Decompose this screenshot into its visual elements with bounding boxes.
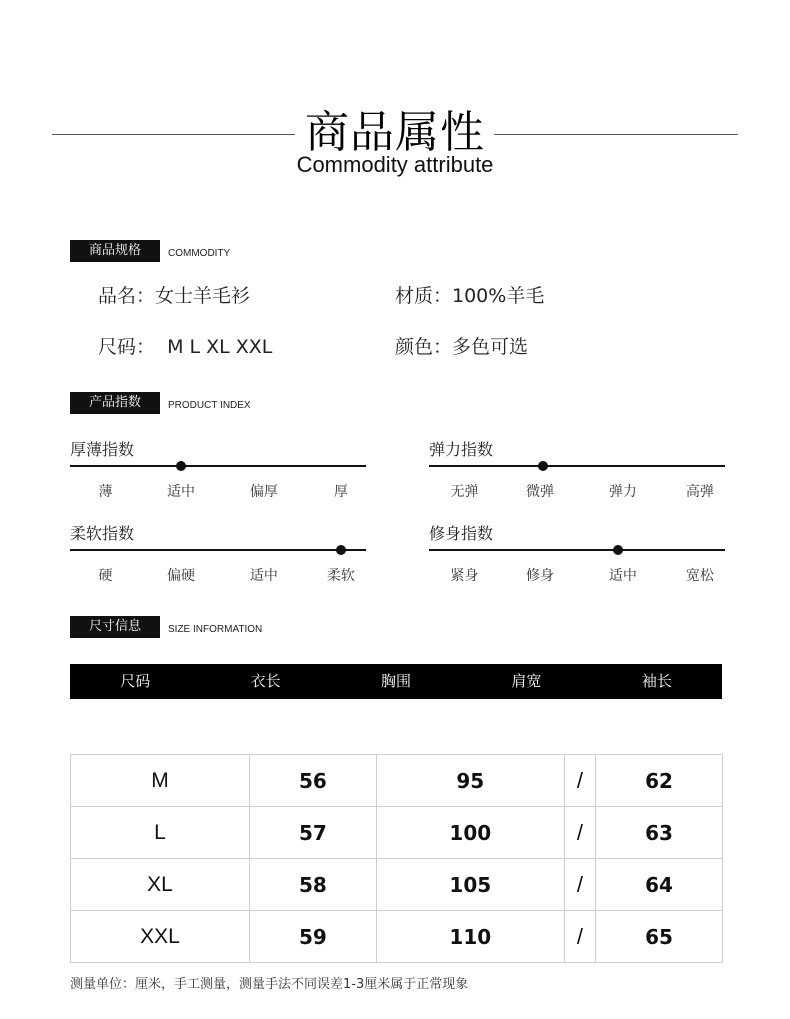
table-cell: 62 — [596, 755, 723, 807]
spec-size: 尺码： M L XL XXL — [98, 336, 273, 358]
commodity-tag: 商品规格 — [70, 240, 160, 262]
index-label: 适中 — [167, 484, 195, 500]
index-label: 柔软 — [326, 568, 355, 584]
measurement-note: 测量单位：厘米，手工测量，测量手法不同误差1-3厘米属于正常现象 — [70, 977, 469, 992]
size-header-bar — [70, 664, 722, 699]
size-header-cell: 胸围 — [381, 672, 412, 690]
table-row — [71, 807, 723, 859]
commodity-tag-en: COMMODITY — [168, 248, 231, 259]
index-label: 微弹 — [526, 484, 554, 500]
table-cell: / — [564, 859, 595, 911]
table-cell: / — [564, 911, 595, 963]
page-title: 商品属性 — [305, 107, 485, 158]
table-cell: 63 — [596, 807, 723, 859]
table-row — [71, 911, 723, 963]
index-label: 修身 — [526, 568, 554, 584]
index-marker — [176, 461, 186, 471]
size-header-cell: 尺码 — [120, 672, 151, 690]
spec-color: 颜色：多色可选 — [395, 336, 529, 358]
table-cell: 59 — [249, 911, 376, 963]
table-cell: XL — [71, 859, 250, 911]
page-subtitle: Commodity attribute — [296, 152, 494, 177]
index-label: 偏硬 — [167, 568, 195, 584]
table-cell: / — [564, 755, 595, 807]
index-label: 弹力 — [608, 484, 637, 500]
index-title: 厚薄指数 — [70, 440, 135, 459]
size-header-cell: 肩宽 — [511, 672, 542, 690]
index-label: 偏厚 — [249, 484, 278, 500]
index-label: 高弹 — [685, 484, 714, 500]
index-label: 紧身 — [450, 568, 479, 584]
index-marker — [538, 461, 548, 471]
product-index-tag-en: PRODUCT INDEX — [168, 400, 251, 411]
table-cell: L — [71, 807, 250, 859]
product-index-tag: 产品指数 — [70, 392, 160, 414]
index-label: 适中 — [249, 568, 278, 584]
table-row — [71, 755, 723, 807]
index-track — [70, 465, 366, 467]
size-info-tag-en: SIZE INFORMATION — [168, 624, 263, 635]
size-header-cell: 袖长 — [641, 672, 672, 690]
index-marker — [336, 545, 346, 555]
table-cell: 64 — [596, 859, 723, 911]
size-header-cell: 衣长 — [250, 672, 281, 690]
table-cell: 95 — [376, 755, 564, 807]
index-track — [70, 549, 366, 551]
index-title: 弹力指数 — [429, 440, 494, 459]
table-cell: M — [71, 755, 250, 807]
index-label: 薄 — [98, 484, 113, 500]
index-marker — [613, 545, 623, 555]
index-label: 厚 — [333, 484, 348, 500]
table-cell: 100 — [376, 807, 564, 859]
table-cell: XXL — [71, 911, 250, 963]
table-cell: 57 — [249, 807, 376, 859]
table-cell: 58 — [249, 859, 376, 911]
table-cell: / — [564, 807, 595, 859]
table-cell: 105 — [376, 859, 564, 911]
index-title: 修身指数 — [429, 524, 494, 543]
index-title: 柔软指数 — [70, 524, 135, 543]
index-track — [429, 465, 725, 467]
spec-name: 品名：女士羊毛衫 — [98, 285, 251, 307]
table-cell: 110 — [376, 911, 564, 963]
index-track — [429, 549, 725, 551]
table-cell: 65 — [596, 911, 723, 963]
index-label: 无弹 — [450, 484, 479, 500]
index-label: 宽松 — [685, 568, 714, 584]
table-cell: 56 — [249, 755, 376, 807]
size-info-tag: 尺寸信息 — [70, 616, 160, 638]
spec-material: 材质：100%羊毛 — [395, 285, 545, 307]
size-table — [70, 754, 723, 963]
index-label: 适中 — [608, 568, 637, 584]
index-label: 硬 — [98, 568, 113, 584]
table-row — [71, 859, 723, 911]
